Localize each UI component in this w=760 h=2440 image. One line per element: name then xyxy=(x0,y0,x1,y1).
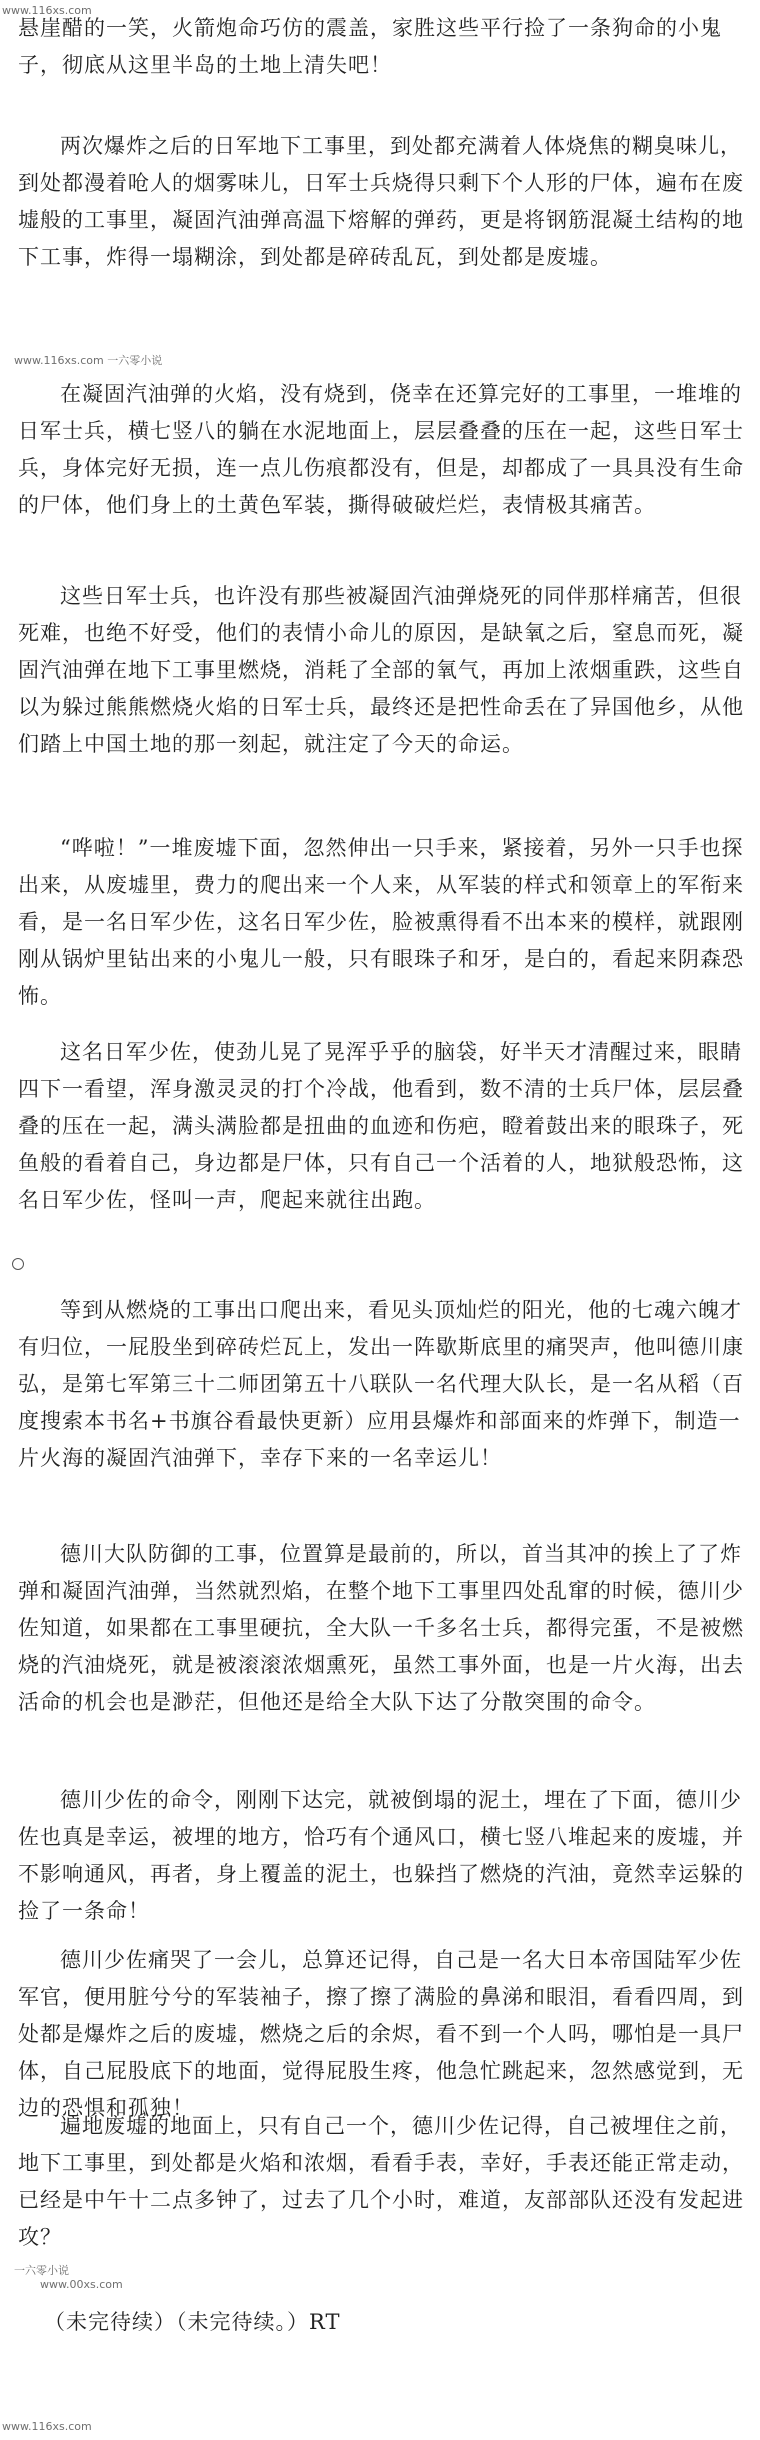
paragraph-7: 等到从燃烧的工事出口爬出来，看见头顶灿烂的阳光，他的七魂六魄才有归位，一屁股坐到碎砖烂瓦上，发出一阵歇斯底里的痛哭声，他叫德川康弘，是第七军第三十二师团第五十八联队一名代理大队长，是一名从稻（百度搜索本书名+书旗谷看最快更新）应用县爆炸和部面来的炸弹下，制造一片火海的凝固汽油弹下，幸存下来的一名幸运儿！ xyxy=(18,1298,744,1470)
to-be-continued-footer: （未完待续）（未完待续。）RT xyxy=(44,2310,341,2334)
watermark-mid-2-url: www.00xs.com xyxy=(40,2278,123,2291)
paragraph-8: 德川大队防御的工事，位置算是最前的，所以，首当其冲的挨上了了炸弹和凝固汽油弹，当然就烈焰，在整个地下工事里四处乱窜的时候，德川少佐知道，如果都在工事里硬抗，全大队一千多名士兵，都得完蛋，不是被燃烧的汽油烧死，就是被滚滚浓烟熏死，虽然工事外面，也是一片火海，出去活命的机会也是渺茫，但他还是给全大队下达了分散突围的命令。 xyxy=(18,1542,744,1714)
paragraph-6: 这名日军少佐，使劲儿晃了晃浑乎乎的脑袋，好半天才清醒过来，眼睛四下一看望，浑身激灵灵的打个冷战，他看到，数不清的士兵尸体，层层叠叠的压在一起，满头满脸都是扭曲的血迹和伤疤，瞪着鼓出来的眼珠子，死鱼般的看着自己，身边都是尸体，只有自己一个活着的人，地狱般恐怖，这名日军少佐，怪叫一声，爬起来就往出跑。 xyxy=(18,1040,744,1212)
watermark-bottom: www.116xs.com xyxy=(2,2420,92,2433)
paragraph-4: 这些日军士兵，也许没有那些被凝固汽油弹烧死的同伴那样痛苦，但很死难，也绝不好受，他们的表情小命儿的原因，是缺氧之后，窒息而死，凝固汽油弹在地下工事里燃烧，消耗了全部的氧气，再加上浓烟重跌，这些自以为躲过熊熊燃烧火焰的日军士兵，最终还是把性命丢在了异国他乡，从他们踏上中国土地的那一刻起，就注定了今天的命运。 xyxy=(18,584,744,756)
watermark-top: www.116xs.com xyxy=(2,4,92,17)
watermark-mid-2: 一六零小说 xyxy=(14,2264,69,2277)
watermark-mid-1: www.116xs.com 一六零小说 xyxy=(14,354,163,367)
paragraph-9: 德川少佐的命令，刚刚下达完，就被倒塌的泥土，埋在了下面，德川少佐也真是幸运，被埋的地方，恰巧有个通风口，横七竖八堆起来的废墟，并不影响通风，再者，身上覆盖的泥土，也躲挡了燃烧的汽油，竟然幸运躲的捡了一条命！ xyxy=(18,1788,744,1923)
paragraph-11: 遍地废墟的地面上，只有自己一个，德川少佐记得，自己被埋住之前，地下工事里，到处都是火焰和浓烟，看看手表，幸好，手表还能正常走动，已经是中午十二点多钟了，过去了几个小时，难道，友部部队还没有发起进攻？ xyxy=(18,2114,744,2249)
circle-mark xyxy=(12,1258,24,1270)
paragraph-5: “哗啦！”一堆废墟下面，忽然伸出一只手来，紧接着，另外一只手也探出来，从废墟里，费力的爬出来一个人来，从军装的样式和领章上的军衔来看，是一名日军少佐，这名日军少佐，脸被熏得看不出本来的模样，就跟刚刚从锅炉里钻出来的小鬼儿一般，只有眼珠子和牙，是白的，看起来阴森恐怖。 xyxy=(18,836,744,1008)
paragraph-3: 在凝固汽油弹的火焰，没有烧到，侥幸在还算完好的工事里，一堆堆的日军士兵，横七竖八的躺在水泥地面上，层层叠叠的压在一起，这些日军士兵，身体完好无损，连一点儿伤痕都没有，但是，却都成了一具具没有生命的尸体，他们身上的土黄色军装，撕得破破烂烂，表情极其痛苦。 xyxy=(18,382,744,517)
paragraph-1: 悬崖醋的一笑，火箭炮命巧仿的震盖，家胜这些平行捡了一条狗命的小鬼子，彻底从这里半岛的土地上清失吧！ xyxy=(18,16,722,77)
paragraph-2: 两次爆炸之后的日军地下工事里，到处都充满着人体烧焦的糊臭味儿，到处都漫着呛人的烟雾味儿，日军士兵烧得只剩下个人形的尸体，遍布在废墟般的工事里，凝固汽油弹高温下熔解的弹药，更是将钢筋混凝土结构的地下工事，炸得一塌糊涂，到处都是碎砖乱瓦，到处都是废墟。 xyxy=(18,134,744,269)
paragraph-10: 德川少佐痛哭了一会儿，总算还记得，自己是一名大日本帝国陆军少佐军官，便用脏兮兮的军装袖子，擦了擦了满脸的鼻涕和眼泪，看看四周，到处都是爆炸之后的废墟，燃烧之后的余烬，看不到一个人吗，哪怕是一具尸体，自己屁股底下的地面，觉得屁股生疼，他急忙跳起来，忽然感觉到，无边的恐惧和孤独！ xyxy=(18,1948,744,2120)
